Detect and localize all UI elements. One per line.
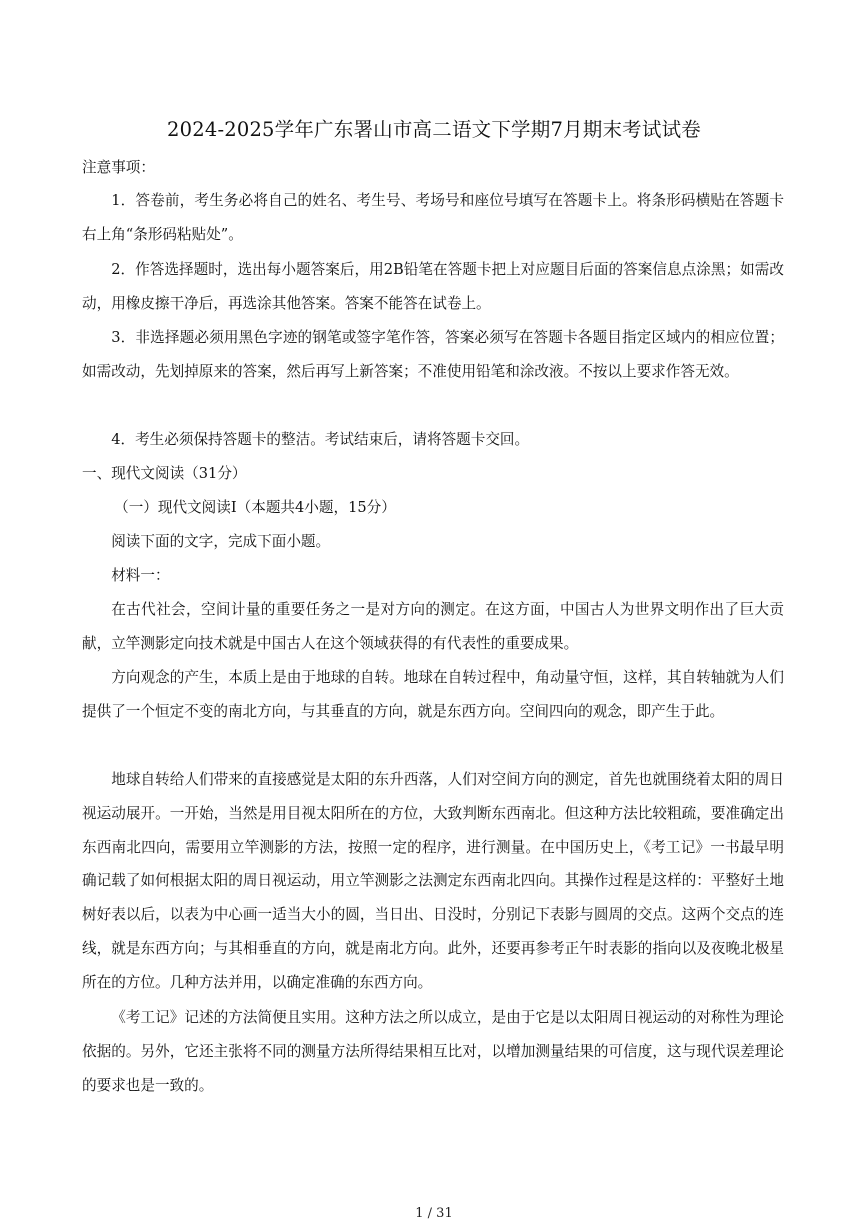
- paragraph-2: 方向观念的产生，本质上是由于地球的自转。地球在自转过程中，角动量守恒，这样，其自转轴就为人们提供了一个恒定不变的南北方向，与其垂直的方向，就是东西方向。空间四向的观念，即产生于此。: [82, 669, 784, 720]
- section-heading: 一、现代文阅读（31分）: [82, 465, 247, 482]
- notice-heading: 注意事项：: [82, 159, 155, 176]
- paragraph-1: 在古代社会，空间计量的重要任务之一是对方向的测定。在这方面，中国古人为世界文明作出了巨大贡献，立竿测影定向技术就是中国古人在这个领域获得的有代表性的重要成果。: [82, 601, 784, 652]
- reading-instruction: 阅读下面的文字，完成下面小题。: [111, 533, 331, 550]
- paragraph-4: 《考工记》记述的方法简便且实用。这种方法之所以成立，是由于它是以太阳周日视运动的对称性为理论依据的。另外，它还主张将不同的测量方法所得结果相互比对，以增加测量结果的可信度，这与现代误差理论的要求也是一致的。: [82, 1009, 784, 1094]
- notice-item-4: 4．考生必须保持答题卡的整洁。考试结束后，请将答题卡交回。: [111, 431, 530, 448]
- material-label: 材料一：: [111, 567, 170, 584]
- paragraph-3: 地球自转给人们带来的直接感觉是太阳的东升西落，人们对空间方向的测定，首先也就围绕着太阳的周日视运动展开。一开始，当然是用目视太阳所在的方位，大致判断东西南北。但这种方法比较粗疏，要准确定出东西南北四向，需要用立竿测影的方法，按照一定的程序，进行测量。在中国历史上，《考工记》一书最早明确记载了如何根据太阳的周日视运动，用立竿测影之法测定东西南北四向。其操作过程是这样的：平整好土地树好表以后，以表为中心画一适当大小的圆，当日出、日没时，分别记下表影与圆周的交点。这两个交点的连线，就是东西方向；与其相垂直的方向，就是南北方向。此外，还要再参考正午时表影的指向以及夜晚北极星所在的方位。几种方法并用，以确定准确的东西方向。: [82, 771, 784, 991]
- notice-item-2: 2．作答选择题时，选出每小题答案后，用2B铅笔在答题卡把上对应题目后面的答案信息点涂黑；如需改动，用橡皮擦干净后，再选涂其他答案。答案不能答在试卷上。: [82, 261, 784, 312]
- page-number: 1 / 31: [415, 1206, 453, 1221]
- subsection-heading: （一）现代文阅读Ⅰ（本题共4小题，15分）: [114, 499, 396, 516]
- notice-item-1: 1．答卷前，考生务必将自己的姓名、考生号、考场号和座位号填写在答题卡上。将条形码横贴在答题卡右上角“条形码粘贴处”。: [82, 192, 784, 243]
- page-title: 2024-2025学年广东署山市高二语文下学期7月期末考试试卷: [167, 118, 701, 141]
- notice-item-3: 3．非选择题必须用黑色字迹的钢笔或签字笔作答，答案必须写在答题卡各题目指定区域内的相应位置；如需改动，先划掉原来的答案，然后再写上新答案；不准使用铅笔和涂改液。不按以上要求作答无效。: [82, 329, 784, 380]
